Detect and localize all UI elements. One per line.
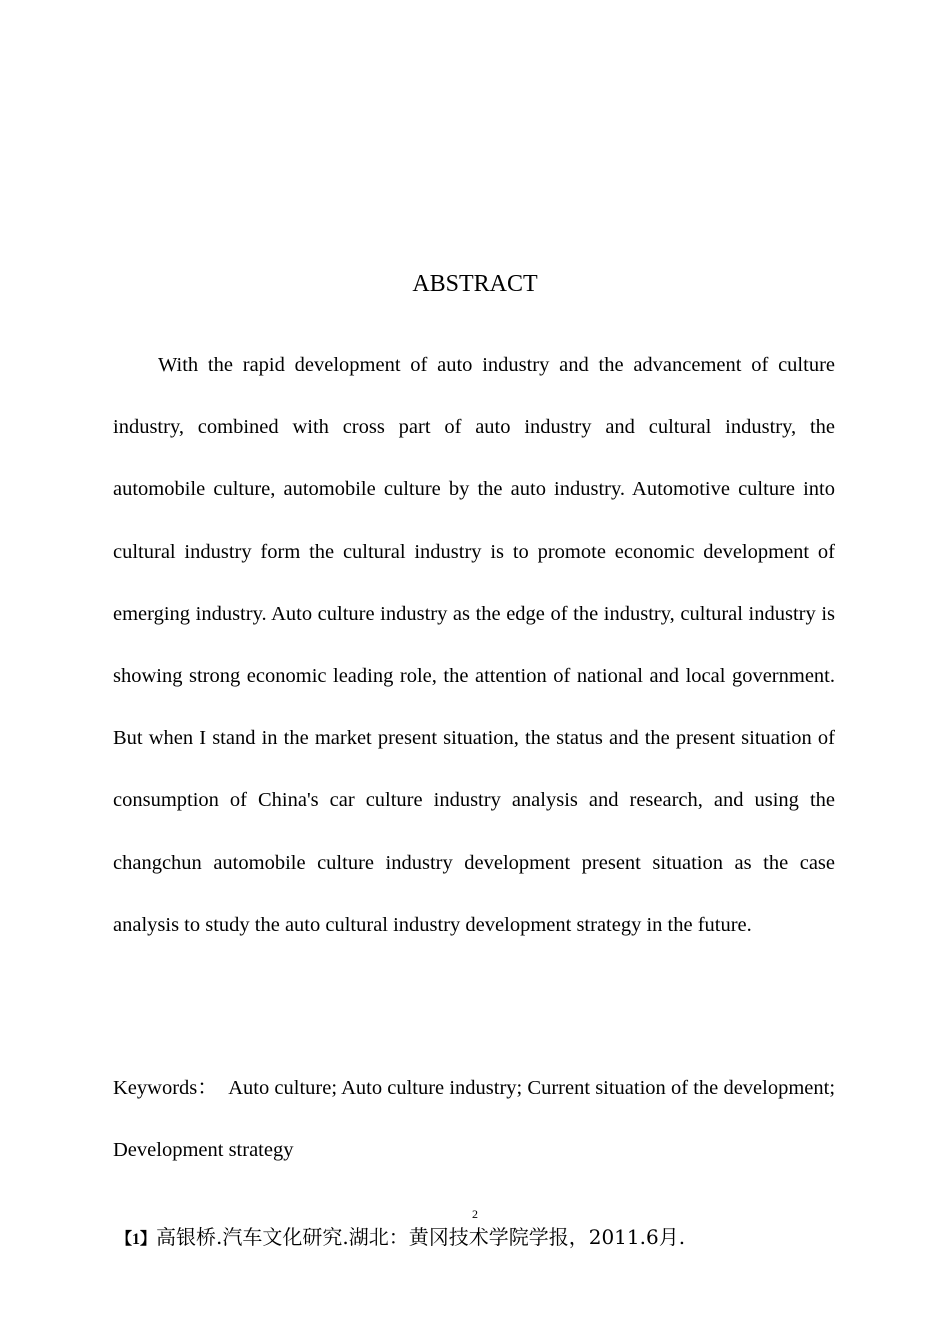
footnote-marker: 【1】 xyxy=(116,1231,157,1248)
keywords-paragraph xyxy=(113,1057,835,1181)
footnote xyxy=(116,1222,685,1255)
footnote-text: 高银桥.汽车文化研究.湖北：黄冈技术学院学报，2011.6月. xyxy=(156,1225,686,1249)
page-number: 2 xyxy=(472,1207,478,1221)
abstract-body: With the rapid development of auto industry and the advancement of culture industry, combined with cross part of auto industry and cultural industry, the automobile culture, automobile culture by the auto industry. Automotive culture into cultural industry form the cultural industry is to promote economic development of emerging industry. Auto culture industry as the edge of the industry, cultural industry is showing strong economic leading role, the attention of national and local government. But when I stand in the market present situation, the status and the present situation of consumption of China's car culture industry analysis and research, and using the changchun automobile culture industry development present situation as the case analysis to study the auto cultural industry development strategy in the future. xyxy=(113,354,835,936)
keywords-text: Auto culture; Auto culture industry; Current situation of the development; Development strategy xyxy=(113,1077,836,1161)
abstract-title: ABSTRACT xyxy=(412,271,538,297)
keywords-label: Keywords： xyxy=(113,1077,218,1099)
